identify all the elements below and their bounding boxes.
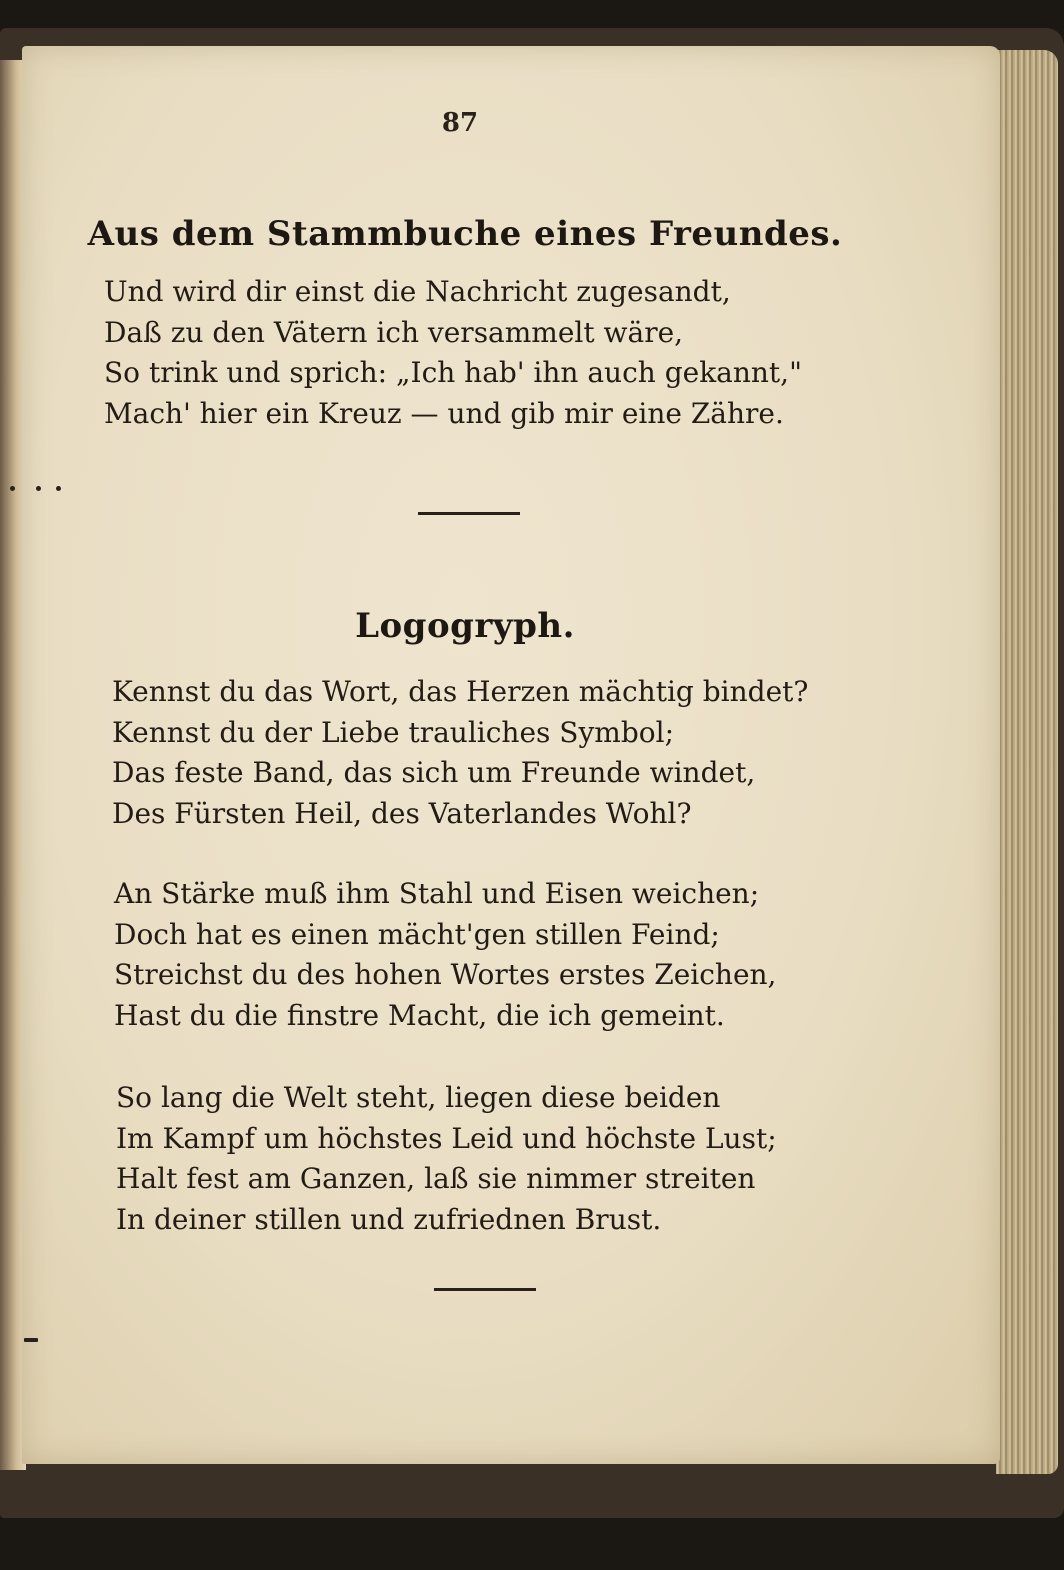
verse-line: So trink und sprich: „Ich hab' ihn auch gekannt," xyxy=(104,356,802,389)
verse-line: Doch hat es einen mächt'gen stillen Feind; xyxy=(114,917,720,951)
verse-line: In deiner stillen und zufriednen Brust. xyxy=(116,1202,662,1236)
ink-speck xyxy=(24,1338,38,1342)
poem2-stanza-2 xyxy=(114,874,776,1036)
verse-line: An Stärke muß ihm Stahl und Eisen weichen; xyxy=(114,877,760,910)
ink-speck xyxy=(56,486,61,491)
poem1-title: Aus dem Stammbuche eines Freundes. xyxy=(87,214,843,254)
verse-line: Daß zu den Vätern ich versammelt wäre, xyxy=(104,315,684,349)
end-divider xyxy=(434,1288,536,1291)
poem2-stanza-3 xyxy=(116,1078,777,1240)
verse-line: Streichst du des hohen Wortes erstes Zeichen, xyxy=(114,958,777,991)
verse-line: Kennst du der Liebe trauliches Symbol; xyxy=(112,715,675,749)
page-number: 87 xyxy=(441,108,479,138)
verse-line: Mach' hier ein Kreuz — und gib mir eine Zähre. xyxy=(104,396,784,430)
verse-line: Im Kampf um höchstes Leid und höchste Lust; xyxy=(116,1121,777,1155)
verse-line: Das feste Band, das sich um Freunde windet, xyxy=(112,756,756,789)
verse-line: So lang die Welt steht, liegen diese beiden xyxy=(116,1081,721,1114)
poem2-stanza-1 xyxy=(112,672,808,834)
ink-speck xyxy=(10,486,15,491)
ink-speck xyxy=(36,486,41,491)
verse-line: Halt fest am Ganzen, laß sie nimmer streiten xyxy=(116,1162,756,1195)
verse-line: Hast du die finstre Macht, die ich gemeint. xyxy=(114,998,725,1032)
verse-line: Des Fürsten Heil, des Vaterlandes Wohl? xyxy=(112,796,692,830)
section-divider xyxy=(418,512,520,515)
verse-line: Und wird dir einst die Nachricht zugesandt, xyxy=(104,275,731,308)
poem1-stanza xyxy=(104,272,802,434)
verse-line: Kennst du das Wort, das Herzen mächtig bindet? xyxy=(112,675,809,708)
poem2-title: Logogryph. xyxy=(355,606,575,646)
